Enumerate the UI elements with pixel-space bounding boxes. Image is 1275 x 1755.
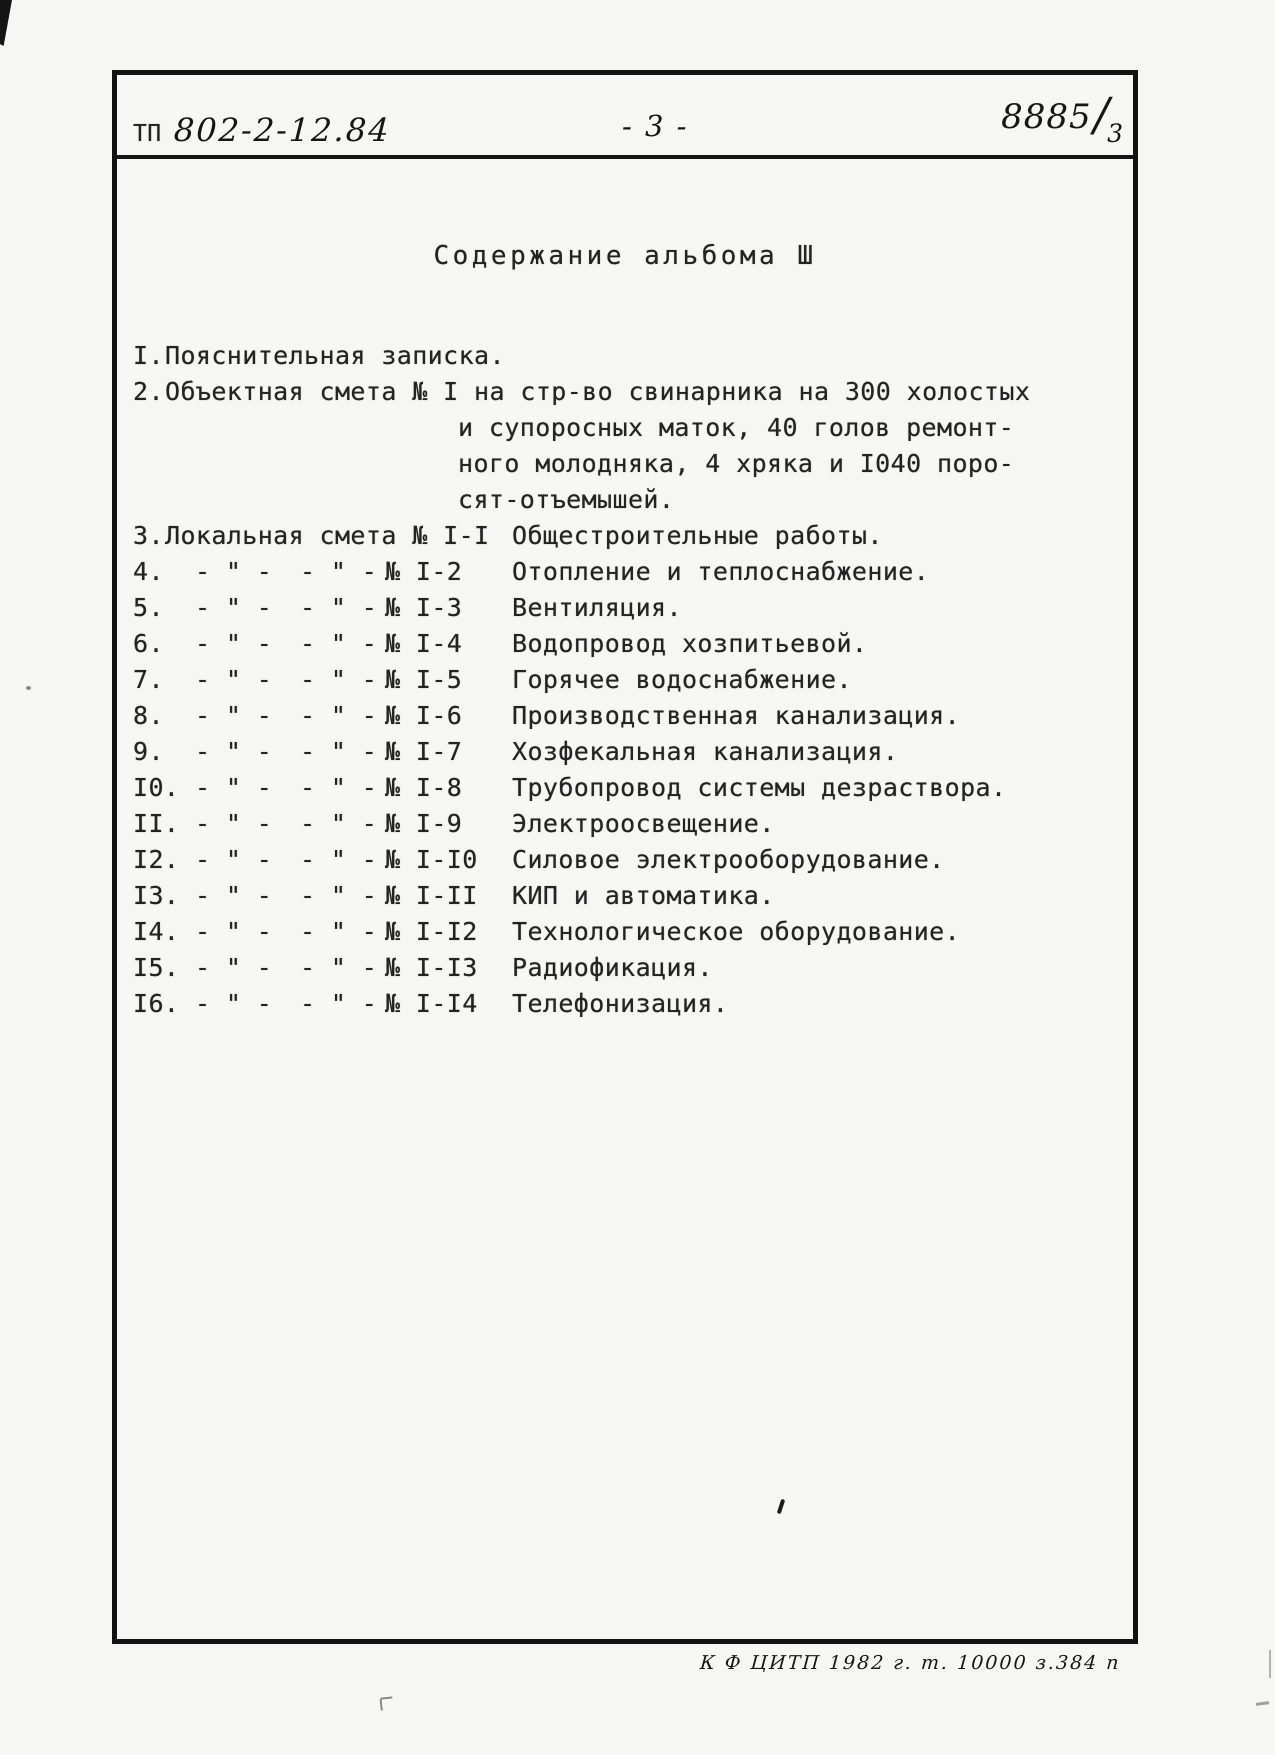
toc-row-number: 2. <box>133 377 164 406</box>
toc-row <box>133 878 1119 914</box>
toc-row-ditto-1: - " - <box>195 665 273 694</box>
toc-row-ditto-2: - " - <box>300 917 378 946</box>
toc-item-1 <box>133 338 1119 374</box>
toc-row-ditto-1: - " - <box>195 917 273 946</box>
header-band <box>117 75 1133 159</box>
toc-row-text: Пояснительная записка. <box>165 341 505 370</box>
toc-row-description: Электроосвещение. <box>512 809 775 838</box>
toc-row-description: КИП и автоматика. <box>512 881 775 910</box>
toc-row <box>133 770 1119 806</box>
toc-row-ditto-1: - " - <box>195 557 273 586</box>
toc-item-2-continuation: ного молодняка, 4 хряка и I040 поро- <box>458 449 1015 478</box>
toc-row <box>133 662 1119 698</box>
toc-row-ditto-2: - " - <box>300 665 378 694</box>
toc-row-number: 6. <box>133 629 164 658</box>
toc-row-ditto-1: - " - <box>195 881 273 910</box>
scan-edge-dash <box>1256 1701 1269 1706</box>
toc-row-estimate-number: № I-I3 <box>385 953 478 982</box>
toc-row-ditto-2: - " - <box>300 953 378 982</box>
toc-row-label: Локальная смета № I-I <box>165 521 490 550</box>
toc-row-number: II. <box>133 809 180 838</box>
toc-row-description: Радиофикация. <box>512 953 713 982</box>
toc-row-estimate-number: № I-I0 <box>385 845 478 874</box>
toc-row-description: Технологическое оборудование. <box>512 917 961 946</box>
toc-row-number: 4. <box>133 557 164 586</box>
scan-stray-mark <box>379 1696 393 1710</box>
toc-row-estimate-number: № I-6 <box>385 701 463 730</box>
toc-row-estimate-number: № I-9 <box>385 809 463 838</box>
toc-row-description: Горячее водоснабжение. <box>512 665 852 694</box>
toc-row-ditto-1: - " - <box>195 593 273 622</box>
toc-row-estimate-number: № I-I4 <box>385 989 478 1018</box>
toc-row-ditto-1: - " - <box>195 953 273 982</box>
toc-row <box>133 806 1119 842</box>
toc-row-number: I2. <box>133 845 180 874</box>
toc-row-description: Водопровод хозпитьевой. <box>512 629 868 658</box>
toc-row-number: I5. <box>133 953 180 982</box>
toc-row-ditto-2: - " - <box>300 773 378 802</box>
table-of-contents <box>133 338 1119 1022</box>
toc-row-ditto-2: - " - <box>300 989 378 1018</box>
print-run-note: К Ф ЦИТП 1982 г. т. 10000 з.384 п <box>699 1652 1122 1674</box>
toc-row-ditto-1: - " - <box>195 737 273 766</box>
toc-row-number: I. <box>133 341 164 370</box>
toc-row <box>133 842 1119 878</box>
toc-item-3 <box>133 518 1119 554</box>
stamp-slash: / <box>1093 87 1110 141</box>
stamp-denominator: 3 <box>1107 119 1123 148</box>
toc-row-estimate-number: № I-7 <box>385 737 463 766</box>
toc-row <box>133 626 1119 662</box>
stamp-numerator: 8885 <box>1001 97 1092 137</box>
scan-edge-tick <box>1269 1650 1271 1678</box>
toc-row-estimate-number: № I-I2 <box>385 917 478 946</box>
toc-row-estimate-number: № I-4 <box>385 629 463 658</box>
toc-row-number: 7. <box>133 665 164 694</box>
toc-row-number: 3. <box>133 521 164 550</box>
toc-row-description: Хозфекальная канализация. <box>512 737 899 766</box>
toc-row-description: Телефонизация. <box>512 989 729 1018</box>
toc-row-estimate-number: № I-2 <box>385 557 463 586</box>
toc-row-ditto-1: - " - <box>195 989 273 1018</box>
toc-row-ditto-1: - " - <box>195 845 273 874</box>
toc-row-text: Объектная смета № I на стр-во свинарника на 300 холостых <box>165 377 1031 406</box>
toc-row-description: Производственная канализация. <box>512 701 961 730</box>
toc-row-description: Отопление и теплоснабжение. <box>512 557 930 586</box>
toc-item-2-continuation: и супоросных маток, 40 голов ремонт- <box>458 413 1015 442</box>
toc-row <box>133 590 1119 626</box>
document-code <box>133 111 390 149</box>
toc-row-number: 8. <box>133 701 164 730</box>
toc-row-ditto-2: - " - <box>300 737 378 766</box>
toc-row-ditto-1: - " - <box>195 809 273 838</box>
toc-row-description: Трубопровод системы дезраствора. <box>512 773 1007 802</box>
toc-row-number: 9. <box>133 737 164 766</box>
toc-row-ditto-2: - " - <box>300 881 378 910</box>
toc-row-estimate-number: № I-5 <box>385 665 463 694</box>
toc-row-ditto-2: - " - <box>300 593 378 622</box>
toc-row <box>133 554 1119 590</box>
toc-row <box>133 986 1119 1022</box>
toc-row <box>133 950 1119 986</box>
toc-row-estimate-number: № I-8 <box>385 773 463 802</box>
toc-row <box>133 914 1119 950</box>
toc-row-number: I6. <box>133 989 180 1018</box>
toc-row <box>133 734 1119 770</box>
toc-item-2 <box>133 374 1119 410</box>
toc-ditto-rows <box>133 554 1119 1022</box>
toc-row-ditto-2: - " - <box>300 701 378 730</box>
scan-dot-artifact <box>26 686 31 690</box>
toc-row-ditto-2: - " - <box>300 557 378 586</box>
toc-row-description: Силовое электрооборудование. <box>512 845 945 874</box>
toc-row-description: Общестроительные работы. <box>512 521 883 550</box>
toc-row-ditto-2: - " - <box>300 629 378 658</box>
toc-row-number: I3. <box>133 881 180 910</box>
toc-row-ditto-2: - " - <box>300 809 378 838</box>
page-number: - 3 - <box>622 109 689 143</box>
toc-row <box>133 698 1119 734</box>
inventory-stamp-number <box>1001 87 1123 148</box>
toc-row-ditto-2: - " - <box>300 845 378 874</box>
document-code-prefix: ТП <box>133 121 162 147</box>
toc-item-2-continuation: сят-отъемышей. <box>458 485 675 514</box>
toc-row-estimate-number: № I-II <box>385 881 478 910</box>
toc-row-ditto-1: - " - <box>195 629 273 658</box>
toc-row-description: Вентиляция. <box>512 593 682 622</box>
document-frame <box>112 70 1138 1644</box>
toc-row-estimate-number: № I-3 <box>385 593 463 622</box>
page-title: Содержание альбома Ш <box>433 241 817 271</box>
toc-row-number: 5. <box>133 593 164 622</box>
toc-row-ditto-1: - " - <box>195 701 273 730</box>
toc-row-number: I0. <box>133 773 180 802</box>
toc-row-number: I4. <box>133 917 180 946</box>
scan-corner-smudge <box>0 0 12 46</box>
toc-row-ditto-1: - " - <box>195 773 273 802</box>
document-code-number: 802-2-12.84 <box>172 111 392 149</box>
